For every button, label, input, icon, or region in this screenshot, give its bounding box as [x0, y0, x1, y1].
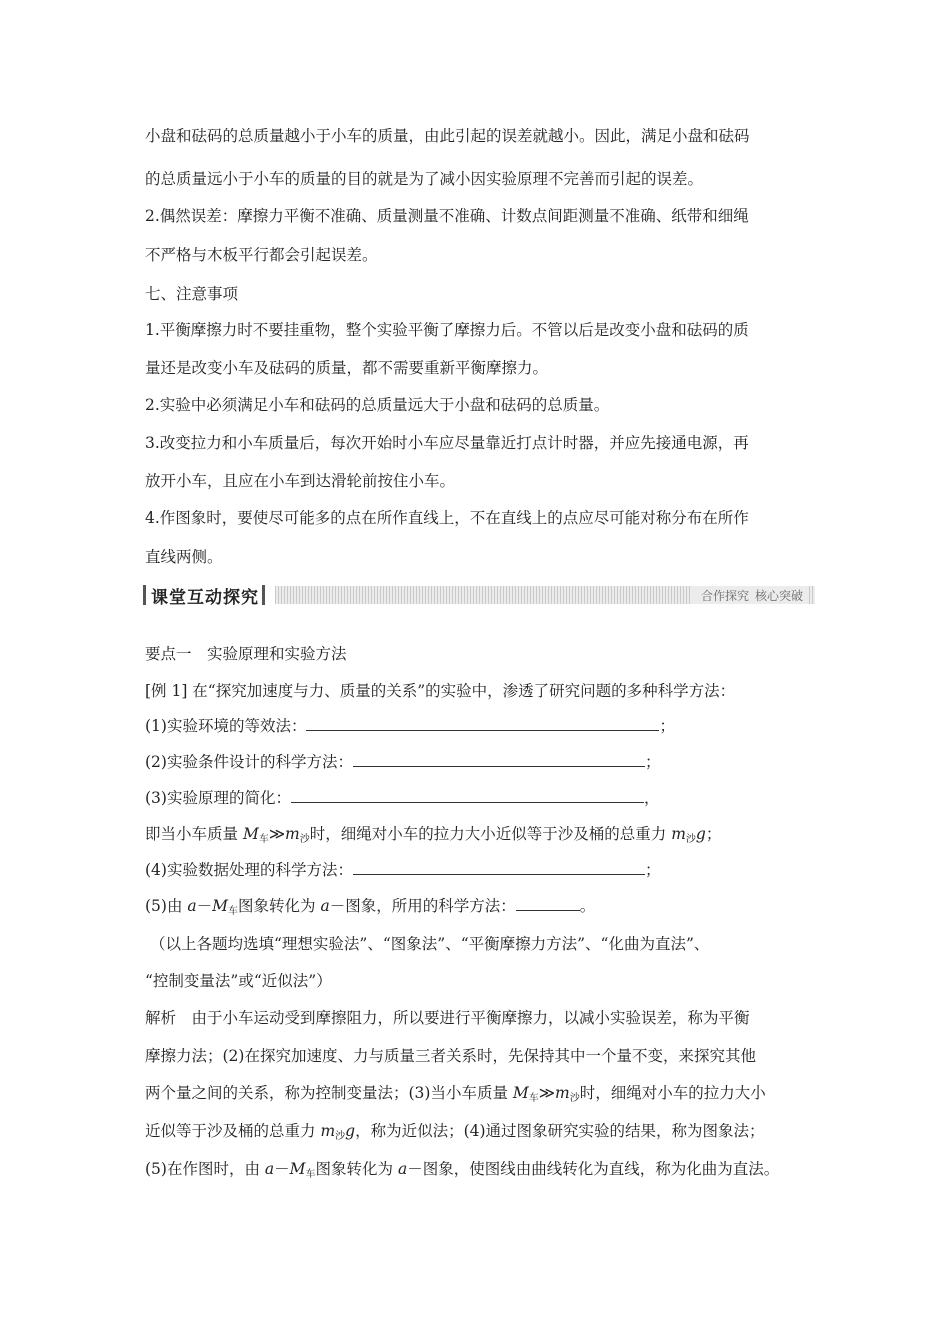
- symbol-M: M: [289, 1160, 306, 1178]
- symbol-m: m: [671, 825, 686, 843]
- text-fragment: 两个量之间的关系，称为控制变量法；(3)当小车质量: [145, 1084, 513, 1102]
- subscript-sand: 沙: [335, 1131, 346, 1142]
- symbol-a: a: [320, 897, 330, 915]
- text-fragment: (5)在作图时，由: [145, 1160, 265, 1178]
- subscript-sand: 沙: [569, 1093, 580, 1104]
- symbol-much-greater: ≫: [538, 1084, 555, 1102]
- note-4-cont: 直线两侧。: [145, 548, 223, 566]
- punctuation: ；: [644, 753, 661, 771]
- subscript-car: 车: [305, 1169, 316, 1180]
- banner-title-group: [143, 583, 267, 607]
- punctuation: ；: [644, 861, 661, 879]
- text-fragment: 图象转化为: [238, 897, 321, 915]
- text-fragment: (5)由: [145, 897, 188, 915]
- question-5: [145, 896, 595, 922]
- question-3-condition: [145, 824, 721, 850]
- symbol-M: M: [212, 897, 229, 915]
- question-3: [145, 788, 659, 808]
- punctuation: 。: [579, 897, 596, 915]
- symbol-g: g: [345, 1122, 356, 1140]
- question-4-label: (4)实验数据处理的科学方法：: [145, 861, 353, 879]
- symbol-M: M: [242, 825, 259, 843]
- symbol-m: m: [285, 825, 300, 843]
- paragraph-line: 小盘和砝码的总质量越小于小车的质量，由此引起的误差就越小。因此，满足小盘和砝码: [145, 127, 750, 145]
- point-heading: 要点一 实验原理和实验方法: [145, 645, 347, 663]
- symbol-m: m: [320, 1122, 336, 1140]
- banner-tag-cooperate: 合作探究: [700, 588, 749, 603]
- answer-blank-1[interactable]: [306, 716, 659, 731]
- analysis-line-2: 摩擦力法；(2)在探究加速度、力与质量三者关系时，先保持其中一个量不变，来探究其他: [145, 1047, 756, 1065]
- options-note: （以上各题均选填“理想实验法”、“图象法”、“平衡摩擦力方法”、“化曲为直法”、: [150, 935, 710, 953]
- answer-blank-3[interactable]: [291, 788, 644, 803]
- banner-bar: [143, 585, 146, 605]
- question-4: [145, 860, 660, 880]
- symbol-M: M: [512, 1084, 529, 1102]
- text-fragment: 图象，使图线由曲线转化为直线，称为化曲为直法。: [422, 1160, 780, 1178]
- analysis-line-3: [145, 1083, 766, 1109]
- note-2: 2.实验中必须满足小车和砝码的总质量远大于小盘和砝码的总质量。: [145, 396, 610, 414]
- symbol-dash: －: [274, 1160, 290, 1178]
- text-fragment: 时，细绳对小车的拉力大小: [579, 1084, 766, 1102]
- punctuation: ，: [643, 789, 660, 807]
- symbol-dash: －: [407, 1160, 423, 1178]
- subscript-sand: 沙: [299, 834, 310, 845]
- punctuation: ；: [705, 825, 722, 843]
- error-item-2-cont: 不严格与木板平行都会引起误差。: [145, 246, 378, 264]
- symbol-a: a: [397, 1160, 408, 1178]
- section-heading-notes: 七、注意事项: [145, 285, 239, 303]
- subscript-car: 车: [228, 906, 239, 917]
- question-1-label: (1)实验环境的等效法：: [145, 717, 307, 735]
- analysis-line-4: [145, 1121, 765, 1147]
- subscript-car: 车: [528, 1093, 539, 1104]
- error-item-2: 2.偶然误差：摩擦力平衡不准确、质量测量不准确、计数点间距测量不准确、纸带和细绳: [145, 207, 749, 225]
- note-3-cont: 放开小车，且应在小车到达滑轮前按住小车。: [145, 472, 456, 490]
- subscript-car: 车: [258, 834, 269, 845]
- answer-blank-5[interactable]: [516, 896, 580, 911]
- symbol-a: a: [187, 897, 197, 915]
- example-intro: [例 1] 在“探究加速度与力、质量的关系”的实验中，渗透了研究问题的多种科学方法：: [145, 682, 736, 700]
- text-fragment: 即当小车质量: [145, 825, 243, 843]
- text-fragment: ，称为近似法；(4)通过图象研究实验的结果，称为图象法；: [355, 1122, 765, 1140]
- paragraph-line: 的总质量远小于小车的质量的目的就是为了减小因实验原理不完善而引起的误差。: [145, 170, 704, 188]
- symbol-m: m: [555, 1084, 570, 1102]
- analysis-line-1: 解析 由于小车运动受到摩擦阻力，所以要进行平衡摩擦力，以减小实验误差，称为平衡: [145, 1009, 750, 1027]
- note-4: 4.作图象时，要使尽可能多的点在所作直线上，不在直线上的点应尽可能对称分布在所作: [145, 509, 749, 527]
- banner-tag-core: 核心突破: [754, 588, 803, 603]
- symbol-much-greater: ≫: [268, 825, 286, 843]
- analysis-line-5: [145, 1159, 779, 1185]
- banner-bar: [262, 585, 265, 605]
- banner-tags: [691, 586, 807, 604]
- question-2: [145, 752, 660, 772]
- symbol-g: g: [695, 825, 706, 843]
- note-1-cont: 量还是改变小车及砝码的质量，都不需要重新平衡摩擦力。: [145, 359, 549, 377]
- symbol-a: a: [264, 1160, 275, 1178]
- text-fragment: 时，细绳对小车的拉力大小近似等于沙及桶的总重力: [309, 825, 672, 843]
- options-note-cont: “控制变量法”或“近似法”）: [145, 972, 332, 990]
- punctuation: ；: [659, 717, 675, 735]
- text-fragment: 图象，所用的科学方法：: [345, 897, 516, 915]
- symbol-dash: －: [329, 897, 346, 915]
- text-fragment: 图象转化为: [315, 1160, 398, 1178]
- question-2-label: (2)实验条件设计的科学方法：: [145, 753, 353, 771]
- section-banner: [143, 583, 815, 607]
- answer-blank-4[interactable]: [353, 860, 645, 875]
- note-3: 3.改变拉力和小车质量后，每次开始时小车应尽量靠近打点计时器，并应先接通电源，再: [145, 434, 749, 452]
- question-1: [145, 716, 675, 736]
- question-3-label: (3)实验原理的简化：: [145, 789, 291, 807]
- banner-title: 课堂互动探究: [151, 587, 259, 608]
- text-fragment: 近似等于沙及桶的总重力: [145, 1122, 321, 1140]
- answer-blank-2[interactable]: [353, 752, 645, 767]
- subscript-sand: 沙: [685, 834, 696, 845]
- note-1: 1.平衡摩擦力时不要挂重物，整个实验平衡了摩擦力后。不管以后是改变小盘和砝码的质: [145, 321, 749, 339]
- symbol-dash: －: [196, 897, 213, 915]
